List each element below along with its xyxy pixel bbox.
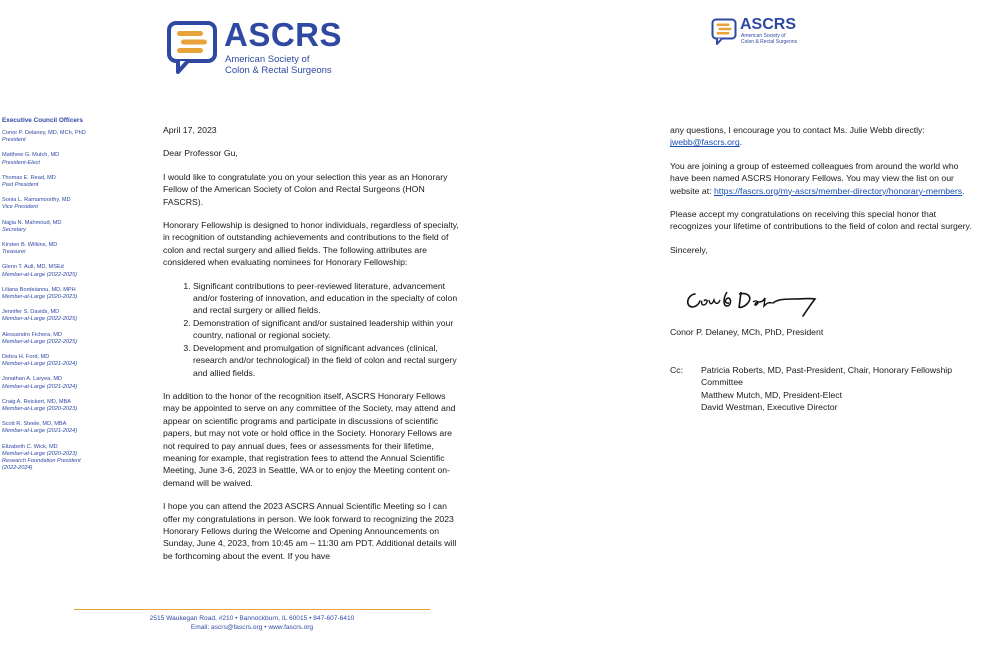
cc-entry: David Westman, Executive Director: [701, 402, 838, 413]
letter-page-1: [163, 124, 463, 573]
logo-subtitle-small-1: American Society of: [741, 33, 786, 39]
officer-role: Member-at-Large (2022-2025): [2, 271, 78, 278]
attribute-list: [163, 280, 463, 379]
officer-entry: [2, 197, 160, 211]
officer-role: Member-at-Large (2022-2025): [2, 338, 78, 345]
officer-role: Past President: [2, 182, 39, 189]
cc-list: [701, 364, 976, 414]
letter-paragraph: I hope you can attend the 2023 ASCRS Annual Scientific Meeting so I can offer my congratulations in person. We look forward to recognizing the 2023 Honorary Fellows during the Welcome and Opening Announcements on Sunday, June 4, 2023, from 10:45 am – 11:30 am PDT. Additional details will be forthcoming about the event. If you have: [163, 501, 457, 561]
signature-image: [683, 286, 823, 318]
officer-role: Member-at-Large (2022-2025): [2, 316, 78, 323]
officer-name: Glenn T. Ault, MD, MSEd: [2, 264, 64, 271]
letter-paragraph: Please accept my congratulations on receiving this special honor that recognizes your lifetime of contributions to the field of colon and rectal surgery.: [670, 209, 972, 232]
continuation-paragraph: [670, 124, 975, 149]
ascrs-logo-icon-small: [711, 18, 737, 46]
sidebar-title: Executive Council Officers: [2, 117, 83, 124]
officer-name: Scott R. Steele, MD, MBA: [2, 421, 67, 428]
officer-name: Sonia L. Ramamoorthy, MD: [2, 197, 71, 204]
letter-paragraph: Honorary Fellowship is designed to honor individuals, regardless of specialty, in recognition of outstanding achievements and contributions to the field of colon and rectal surgery and allied fields. The following attributes are considered when evaluating nominees for Honorary Fellowship:: [163, 220, 459, 268]
officer-entry: [2, 376, 160, 390]
logo-subtitle-small-2: Colon & Rectal Surgeons: [741, 39, 798, 45]
officer-role: Member-at-Large (2020-2023): [2, 406, 78, 413]
officer-entry: [2, 152, 160, 166]
officer-entry: [2, 175, 160, 189]
letter-salutation: Dear Professor Gu,: [163, 148, 238, 159]
continuation-text: any questions, I encourage you to contact Ms. Julie Webb directly:: [670, 125, 925, 135]
letter-paragraph: I would like to congratulate you on your selection this year as an Honorary Fellow of the American Society of Colon and Rectal Surgeons (HON FASCRS).: [163, 171, 448, 207]
officer-entry: [2, 220, 160, 234]
list-item: 1. Significant contributions to peer-reviewed literature, advancement and/or fostering of innovation, and education in the specialty of colon and rectal surgery or allied fields.: [193, 280, 463, 317]
ascrs-logo-icon: [166, 20, 218, 76]
cc-entry: Patricia Roberts, MD, Past-President, Chair, Honorary Fellowship Committee: [701, 365, 953, 388]
joining-text: You are joining a group of esteemed colleagues from around the world who have been named ASCRS Honorary Fellows. You may view the list on our website at:: [670, 160, 959, 196]
officer-entry: [2, 399, 160, 413]
email-link[interactable]: jwebb@fascrs.org: [670, 137, 740, 148]
officer-entry: [2, 242, 160, 256]
email-tail: .: [739, 137, 743, 148]
cc-entry: Matthew Mutch, MD, President-Elect: [701, 389, 842, 400]
officer-role: President-Elect: [2, 159, 40, 166]
officer-name: Kirsten B. Wilkins, MD: [2, 242, 58, 249]
list-item: 3. Development and promulgation of significant advances (clinical, research and/or technological) in the field of colon and rectal surgery and allied fields.: [193, 342, 463, 379]
signer-name: Conor P. Delaney, MCh, PhD, President: [670, 327, 824, 337]
officer-entry: [2, 421, 160, 435]
officer-entry: [2, 354, 160, 368]
officer-name: Alessandro Fichera, MD: [2, 331, 62, 338]
officer-entry: [2, 287, 160, 301]
officer-name: Debra H. Ford, MD: [2, 354, 50, 361]
closing: Sincerely,: [670, 244, 708, 255]
officer-list: [0, 130, 160, 473]
officer-role: Research Foundation President: [2, 458, 81, 465]
officer-role: Vice President: [2, 204, 38, 211]
officer-name: Craig A. Reickert, MD, MBA: [2, 398, 72, 405]
honorary-members-link[interactable]: https://fascrs.org/my-ascrs/member-directory/honorary-members: [713, 185, 963, 196]
officer-name: Conor P. Delaney, MD, MCh, PhD: [2, 130, 86, 136]
letterhead-logo: [166, 18, 366, 78]
officer-entry: [2, 264, 160, 278]
footer-contact: Email: ascrs@fascrs.org • www.fascrs.org: [190, 624, 314, 631]
list-item: 2. Demonstration of significant and/or sustained leadership within your country, national or regional society.: [193, 317, 463, 342]
officer-role: Treasurer: [2, 249, 26, 256]
page2-logo: [711, 16, 821, 50]
officer-name: Thomas E. Read, MD: [2, 174, 56, 181]
officer-entry: [2, 332, 160, 346]
footer-divider: [74, 609, 430, 610]
officer-role: Member-at-Large (2021-2024): [2, 361, 78, 368]
officer-name: Jennifer S. Davids, MD: [2, 309, 60, 316]
officer-role: Member-at-Large (2021-2024): [2, 383, 78, 390]
executive-council-sidebar: [0, 117, 160, 481]
officer-name: Elizabeth C. Wick, MD: [2, 443, 58, 450]
logo-subtitle-2: Colon & Rectal Surgeons: [225, 65, 332, 76]
joining-paragraph: [670, 160, 975, 197]
footer-address: 2515 Waukegan Road, #210 • Bannockburn, IL 60015 • 847-607-6410: [149, 615, 355, 622]
officer-name: Liliana Bordeianou, MD, MPH: [2, 286, 76, 293]
officer-role: President: [2, 137, 26, 144]
officer-entry: [2, 130, 160, 144]
officer-role: Member-at-Large (2021-2024): [2, 428, 78, 435]
cc-label: Cc:: [670, 365, 684, 375]
officer-role: Secretary: [2, 226, 26, 233]
url-tail: .: [962, 185, 965, 196]
letter-page-2: [670, 124, 975, 262]
logo-wordmark-small: ASCRS: [740, 16, 797, 33]
logo-wordmark: ASCRS: [224, 16, 343, 53]
officer-role: Member-at-Large (2020-2023): [2, 294, 78, 301]
letter-paragraph: In addition to the honor of the recognition itself, ASCRS Honorary Fellows may be appointed to serve on any committee of the Society, may attend and appear on scientific programs and participate in discussions of scientific papers, but may not vote or hold office in the Society. Honorary Fellows are not required to pay annual dues, fees or assessments for their lifetime, meaning for example, that registration fees to attend the Annual Scientific Meeting, June 3-6, 2023 in Seattle, WA or to enjoy the Meeting content on-demand will be waived.: [163, 390, 456, 488]
officer-name: Najjia N. Mahmoud, MD: [2, 219, 62, 226]
officer-name: Matthew G. Mutch, MD: [2, 152, 60, 159]
officer-entry: [2, 309, 160, 323]
letter-date: April 17, 2023: [163, 125, 217, 135]
officer-entry: [2, 444, 160, 473]
officer-name: Jonathan A. Laryea, MD: [2, 376, 63, 383]
officer-role: Member-at-Large (2020-2023): [2, 450, 78, 457]
officer-role: (2022-2024): [2, 465, 33, 472]
logo-subtitle-1: American Society of: [225, 54, 310, 65]
